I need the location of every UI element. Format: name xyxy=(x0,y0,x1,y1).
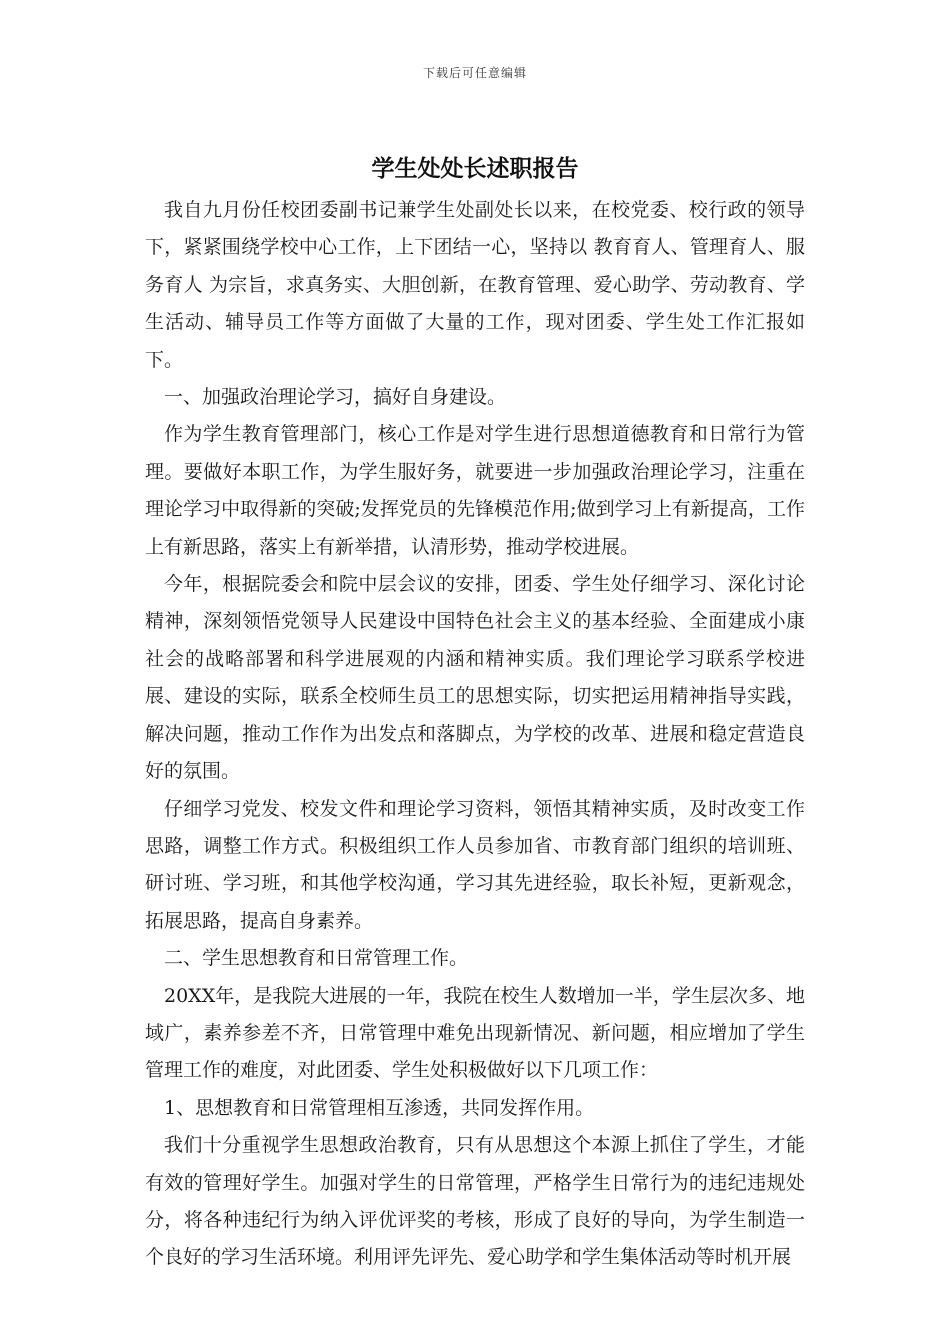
paragraph: 仔细学习党发、校发文件和理论学习资料，领悟其精神实质，及时改变工作思路，调整工作方式。积极组织工作人员参加省、市教育部门组织的培训班、研讨班、学习班，和其他学校沟通，学习其先进经验，取长补短，更新观念，拓展思路，提高自身素养。 xyxy=(145,797,805,932)
paragraph: 20XX年，是我院大进展的一年，我院在校生人数增加一半，学生层次多、地域广，素养参差不齐，日常管理中难免出现新情况、新问题，相应增加了学生管理工作的难度，对此团委、学生处积极做好以下几项工作： xyxy=(145,984,805,1082)
paragraph: 我自九月份任校团委副书记兼学生处副处长以来，在校党委、校行政的领导下，紧紧围绕学校中心工作，上下团结一心，坚持以 教育育人、管理育人、服务育人 为宗旨，求真务实、大胆创新，在教育管理、爱心助学、劳动教育、学生活动、辅导员工作等方面做了大量的工作，现对团委、学生处工作汇报如下。 xyxy=(145,199,805,371)
section-heading: 二、学生思想教育和日常管理工作。 xyxy=(164,947,469,970)
paragraph: 我们十分重视学生思想政治教育，只有从思想这个本源上抓住了学生，才能有效的管理好学生。加强对学生的日常管理，严格学生日常行为的违纪违规处分，将各种违纪行为纳入评优评奖的考核，形成了良好的导向，为学生制造一个良好的学习生活环境。利用评先评先、爱心助学和学生集体活动等时机开展 xyxy=(145,1134,805,1269)
section-heading: 一、加强政治理论学习，搞好自身建设。 xyxy=(164,386,507,409)
document-body xyxy=(145,192,805,1277)
paragraph: 今年，根据院委会和院中层会议的安排，团委、学生处仔细学习、深化讨论精神，深刻领悟党领导人民建设中国特色社会主义的基本经验、全面建成小康社会的战略部署和科学进展观的内涵和精神实质。我们理论学习联系学校进展、建设的实际，联系全校师生员工的思想实际，切实把运用精神指导实践，解决问题，推动工作作为出发点和落脚点，为学校的改革、进展和稳定营造良好的氛围。 xyxy=(145,573,805,783)
header-note: 下载后可任意编辑 xyxy=(422,66,527,80)
paragraph: 作为学生教育管理部门，核心工作是对学生进行思想道德教育和日常行为管理。要做好本职工作，为学生服好务，就要进一步加强政治理论学习，注重在理论学习中取得新的突破;发挥党员的先锋模范作用;做到学习上有新提高，工作上有新思路，落实上有新举措，认清形势，推动学校进展。 xyxy=(145,423,805,558)
subsection-heading: 1、思想教育和日常管理相互渗透，共同发挥作用。 xyxy=(164,1096,595,1119)
document-title: 学生处处长述职报告 xyxy=(371,155,579,182)
